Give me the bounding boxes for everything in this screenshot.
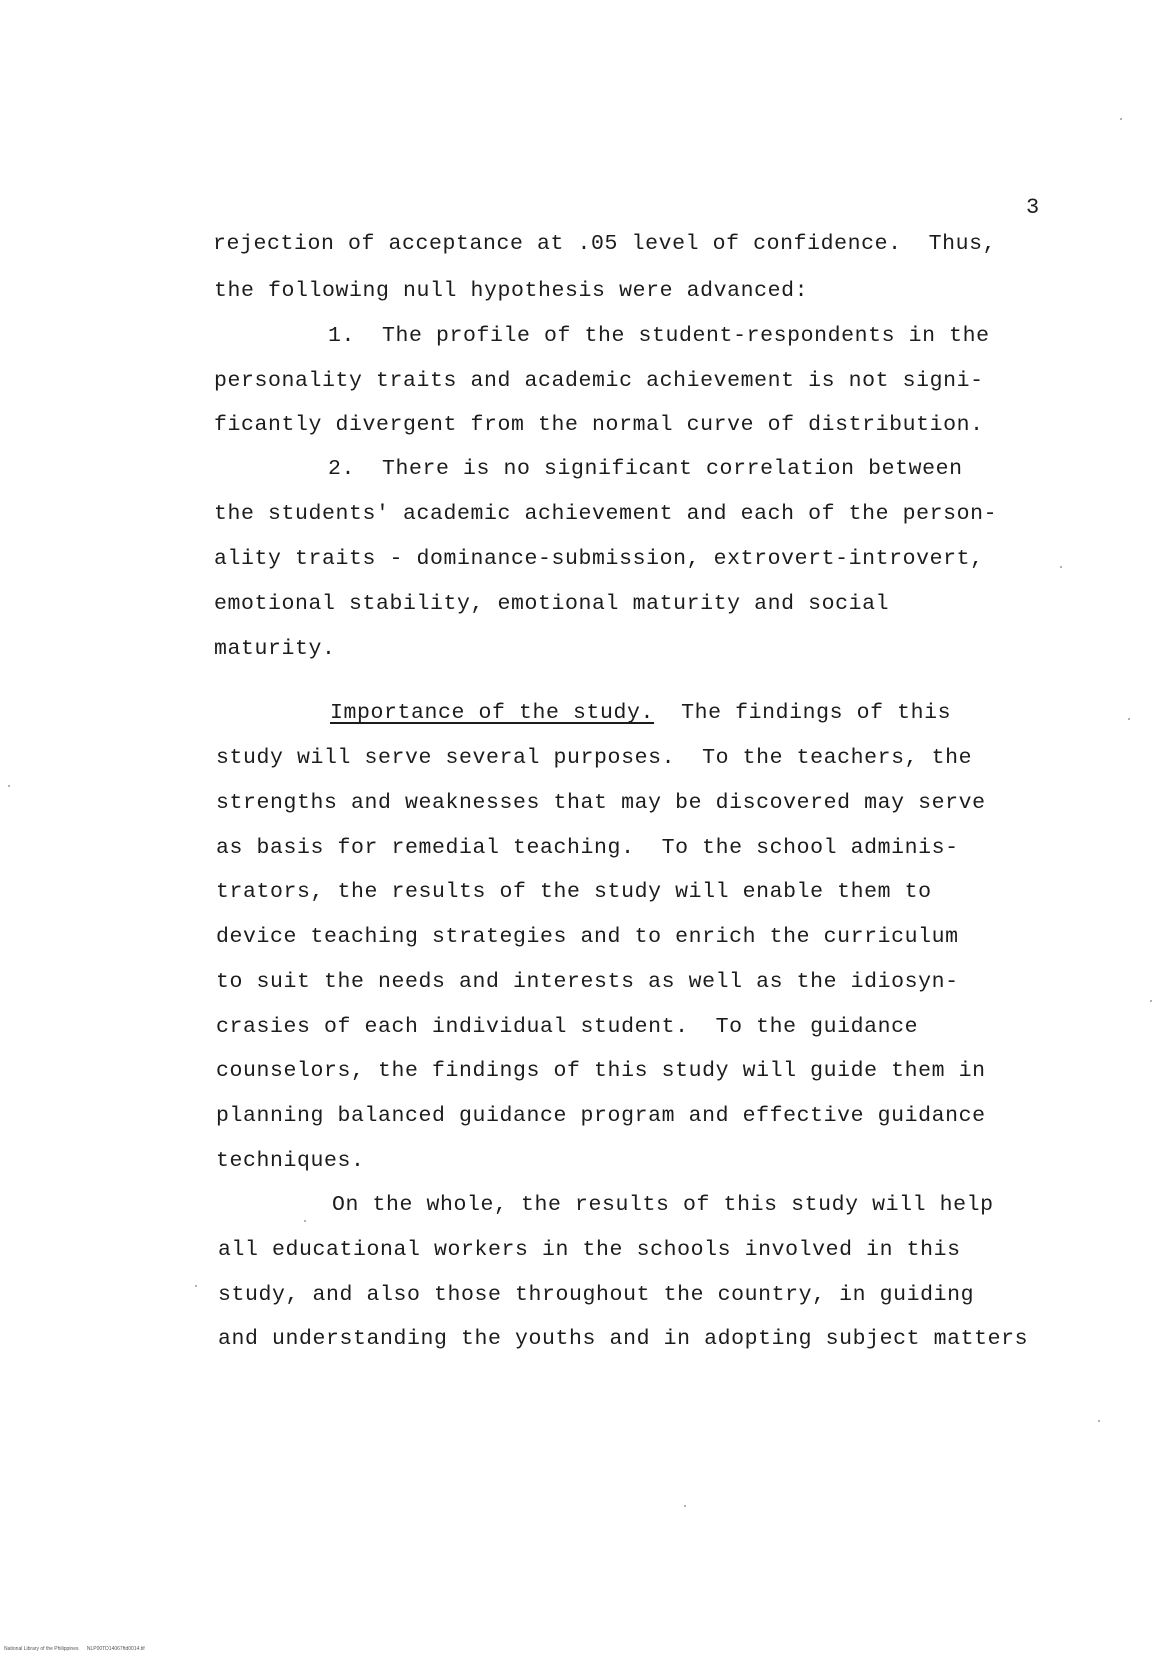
section-heading: Importance of the study. [330, 701, 655, 725]
text-line: maturity. [214, 637, 336, 661]
section-heading-line [330, 701, 951, 725]
scan-speck [1150, 1000, 1152, 1002]
text-line: counselors, the findings of this study will guide them in [216, 1059, 986, 1083]
text-line: trators, the results of the study will enable them to [216, 880, 932, 904]
text-line: crasies of each individual student. To the guidance [216, 1015, 919, 1039]
page-number: 3 [1026, 195, 1040, 220]
text-line: 2. There is no significant correlation between [328, 457, 963, 481]
text-line: ality traits - dominance-submission, extrovert-introvert, [214, 547, 984, 571]
text-line: device teaching strategies and to enrich the curriculum [216, 925, 959, 949]
scan-speck [304, 1220, 306, 1222]
scan-speck [1098, 1420, 1100, 1422]
text-line: study, and also those throughout the country, in guiding [218, 1283, 975, 1307]
scan-speck [8, 785, 10, 787]
text-line: all educational workers in the schools involved in this [218, 1238, 961, 1262]
scan-speck [195, 1285, 197, 1287]
text-line: 1. The profile of the student-respondents in the [328, 324, 990, 348]
text-line: personality traits and academic achievement is not signi- [214, 369, 984, 393]
text-line: the following null hypothesis were advanced: [214, 279, 809, 303]
text-line: On the whole, the results of this study will help [332, 1193, 994, 1217]
scan-speck [1060, 566, 1062, 568]
footer-library: National Library of the Philippines [4, 1646, 79, 1652]
text-line: the students' academic achievement and each of the person- [214, 502, 998, 526]
scan-footer [4, 1646, 145, 1652]
text-line: study will serve several purposes. To the teachers, the [216, 746, 973, 770]
text-line: and understanding the youths and in adopting subject matters [218, 1327, 1029, 1351]
scan-speck [1128, 718, 1130, 720]
section-heading-continuation: The findings of this [654, 701, 952, 725]
text-line: techniques. [216, 1149, 365, 1173]
scan-speck [1120, 118, 1122, 120]
footer-file: NLP00TD14067ftd0014.tif [86, 1646, 145, 1652]
text-line: strengths and weaknesses that may be discovered may serve [216, 791, 986, 815]
text-line: emotional stability, emotional maturity and social [214, 592, 890, 616]
text-line: as basis for remedial teaching. To the school adminis- [216, 836, 959, 860]
text-line: ficantly divergent from the normal curve of distribution. [214, 413, 984, 437]
text-line: planning balanced guidance program and effective guidance [216, 1104, 986, 1128]
text-line: rejection of acceptance at .05 level of confidence. Thus, [213, 232, 997, 256]
text-line: to suit the needs and interests as well as the idiosyn- [216, 970, 959, 994]
scan-speck [684, 1505, 686, 1507]
